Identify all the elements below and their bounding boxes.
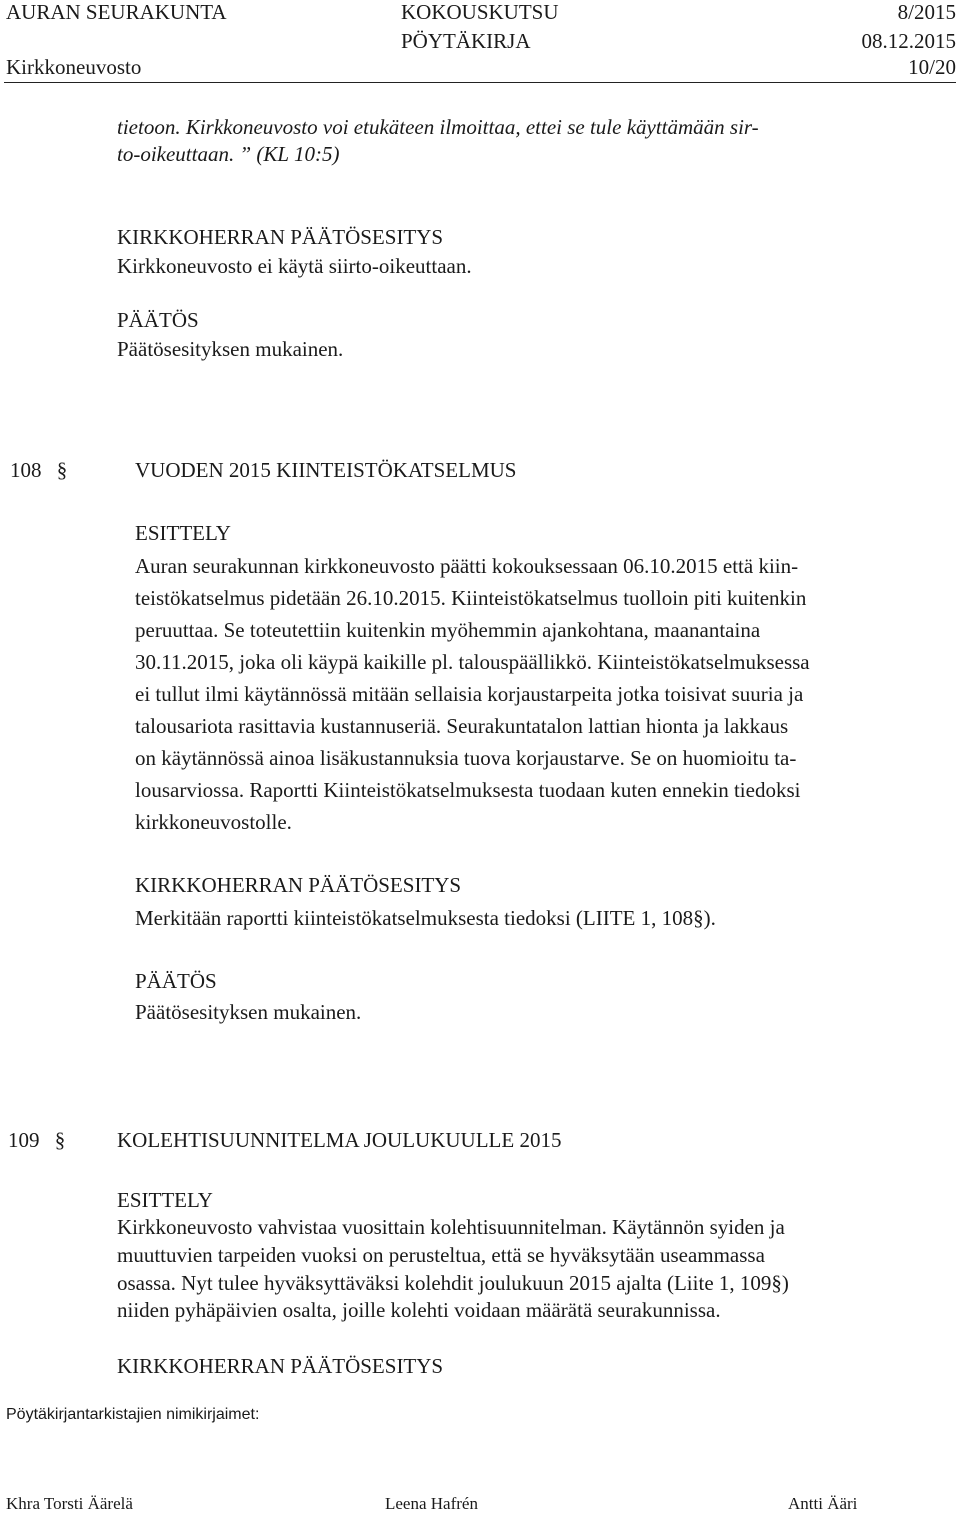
meeting-number: 8/2015 (897, 0, 956, 24)
paragraph-line: peruuttaa. Se toteutettiin kuitenkin myöhemmin ajankohtana, maanantaina (135, 618, 761, 642)
paragraph-line: osassa. Nyt tulee hyväksyttäväksi kolehdit joulukuun 2015 ajalta (Liite 1, 109§) (117, 1271, 789, 1295)
meeting-date: 08.12.2015 (861, 29, 956, 53)
decision-heading: PÄÄTÖS (117, 308, 199, 332)
body-name: Kirkkoneuvosto (6, 55, 142, 79)
section-symbol: § (54, 1128, 66, 1152)
proposal-text: Merkitään raportti kiinteistökatselmuksesta tiedoksi (LIITE 1, 108§). (135, 906, 716, 930)
signatory-name: Antti Ääri (788, 1494, 858, 1513)
signatory-name: Leena Hafrén (385, 1494, 478, 1513)
proposal-heading: KIRKKOHERRAN PÄÄTÖSESITYS (117, 225, 444, 249)
document-type-secondary: PÖYTÄKIRJA (401, 29, 531, 53)
section-title: KOLEHTISUUNNITELMA JOULUKUULLE 2015 (117, 1128, 562, 1152)
paragraph-line: teistökatselmus pidetään 26.10.2015. Kiinteistökatselmus tuolloin piti kuitenkin (135, 586, 807, 610)
paragraph-line: niiden pyhäpäivien osalta, joille kolehti voidaan määrätä seurakunnissa. (117, 1298, 721, 1322)
paragraph-line: kirkkoneuvostolle. (135, 810, 292, 834)
document-type: KOKOUSKUTSU (401, 0, 559, 24)
intro-line: tietoon. Kirkkoneuvosto voi etukäteen ilmoittaa, ettei se tule käyttämään sir- (117, 115, 759, 139)
section-number: 109 § (8, 1128, 66, 1152)
proposal-heading: KIRKKOHERRAN PÄÄTÖSESITYS (117, 1354, 444, 1378)
signatory-name: Khra Torsti Äärelä (6, 1494, 133, 1513)
intro-line: to-oikeuttaan. ” (KL 10:5) (117, 142, 340, 166)
decision-text: Päätösesityksen mukainen. (135, 1000, 362, 1024)
proposal-text: Kirkkoneuvosto ei käytä siirto-oikeuttaan. (117, 254, 472, 278)
paragraph-line: ei tullut ilmi käytännössä mitään sellaisia korjaustarpeita jotka toisivat suuria ja (135, 682, 804, 706)
decision-heading: PÄÄTÖS (135, 969, 217, 993)
organization-name: AURAN SEURAKUNTA (6, 0, 227, 24)
proposal-heading: KIRKKOHERRAN PÄÄTÖSESITYS (135, 873, 462, 897)
section-title: VUODEN 2015 KIINTEISTÖKATSELMUS (135, 458, 517, 482)
paragraph-line: lousarviossa. Raportti Kiinteistökatselmuksesta tuodaan kuten ennekin tiedoksi (135, 778, 801, 802)
paragraph-line: muuttuvien tarpeiden vuoksi on perusteltua, että se hyväksytään useammassa (117, 1243, 765, 1267)
header-divider (4, 82, 956, 83)
reviewers-initials-label: Pöytäkirjantarkistajien nimikirjaimet: (6, 1406, 260, 1423)
decision-text: Päätösesityksen mukainen. (117, 337, 344, 361)
page-number: 10/20 (908, 55, 956, 79)
paragraph-line: 30.11.2015, joka oli käypä kaikille pl. talouspäällikkö. Kiinteistökatselmuksessa (135, 650, 810, 674)
section-number: 108 § (10, 458, 68, 482)
presentation-heading: ESITTELY (135, 521, 231, 545)
paragraph-line: Auran seurakunnan kirkkoneuvosto päätti kokouksessaan 06.10.2015 että kiin- (135, 554, 799, 578)
presentation-heading: ESITTELY (117, 1188, 213, 1212)
section-symbol: § (56, 458, 68, 482)
paragraph-line: Kirkkoneuvosto vahvistaa vuosittain kolehtisuunnitelman. Käytännön syiden ja (117, 1215, 785, 1239)
paragraph-line: on käytännössä ainoa lisäkustannuksia tuova korjaustarve. Se on huomioitu ta- (135, 746, 797, 770)
paragraph-line: talousariota rasittavia kustannuseriä. Seurakuntatalon lattian hionta ja lakkaus (135, 714, 789, 738)
